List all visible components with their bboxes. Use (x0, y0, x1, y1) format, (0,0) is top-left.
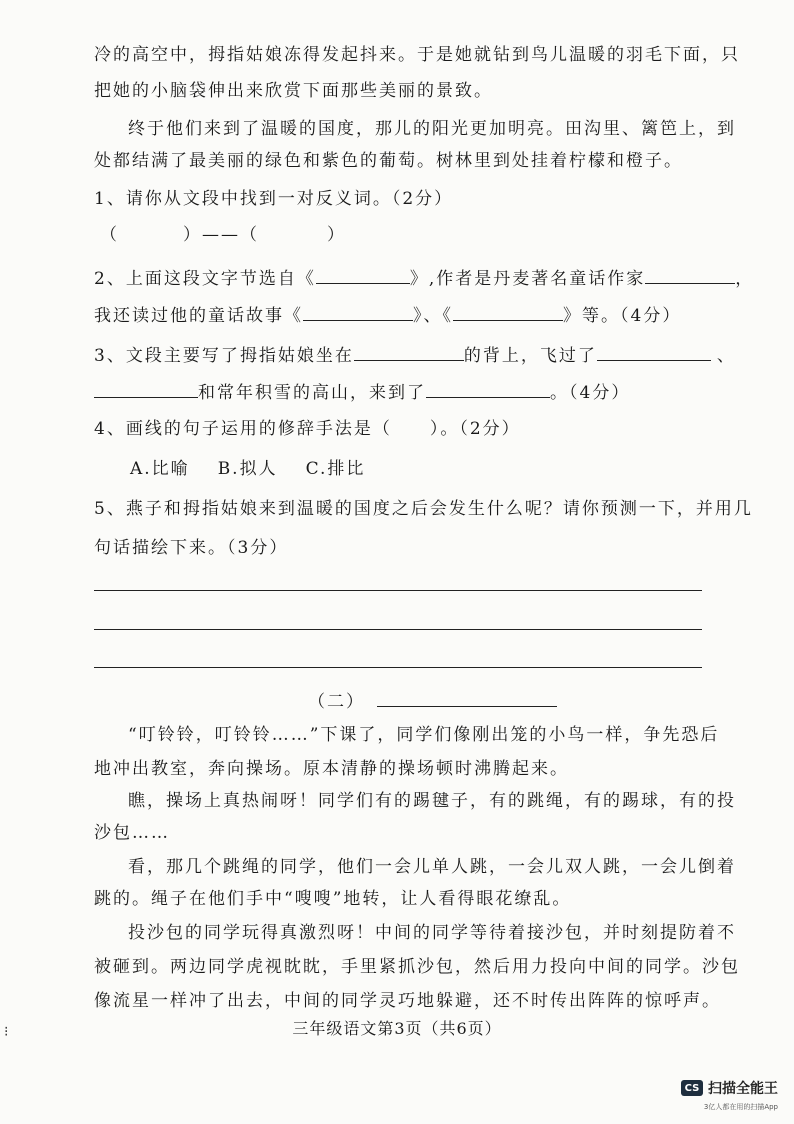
q3-text: 、 (716, 346, 736, 366)
passage1-line4: 处都结满了最美丽的绿色和紫色的葡萄。树林里到处挂着柠檬和橙子。 (94, 151, 683, 171)
passage2-p4b: 被砸到。两边同学虎视眈眈，手里紧抓沙包，然后用力投向中间的同学。沙包 (94, 957, 740, 977)
question-5-line1: 5、燕子和拇指姑娘来到温暖的国度之后会发生什么呢？请你预测一下，并用几 (94, 499, 753, 519)
passage2-p4c: 像流星一样冲了出去，中间的同学灵巧地躲避，还不时传出阵阵的惊呼声。 (94, 991, 721, 1011)
scanner-name: 扫描全能王 (708, 1081, 778, 1097)
q3-text: 。（4分） (550, 383, 631, 403)
q2-text: 》,作者是丹麦著名童话作家 (409, 269, 646, 289)
dash: —— (202, 225, 240, 245)
passage2-p3b: 跳的。绳子在他们手中“嗖嗖”地转，让人看得眼花缭乱。 (94, 889, 572, 909)
scanner-tagline: 3亿人都在用的扫描App (703, 1103, 778, 1111)
question-4: 4、画线的句子运用的修辞手法是（ ）。（2分） (94, 419, 521, 439)
answer-blank[interactable] (645, 265, 735, 284)
question-3-line1 (94, 342, 736, 367)
scanner-logo (681, 1078, 778, 1098)
margin-mark: ⁝ (4, 1024, 9, 1040)
answer-blank[interactable] (597, 342, 711, 361)
cs-logo-icon: CS (681, 1080, 703, 1096)
answer-line[interactable] (94, 667, 702, 668)
question-5-line2: 句话描绘下来。（3分） (94, 538, 289, 558)
page-footer: 三年级语文第3页（共6页） (292, 1019, 502, 1038)
passage2-p4a: 投沙包的同学玩得真激烈呀！中间的同学等待着接沙包，并时刻提防着不 (128, 923, 736, 943)
question-2-line1 (94, 265, 754, 290)
answer-blank[interactable] (426, 379, 550, 398)
question-1: 1、请你从文段中找到一对反义词。（2分） (94, 189, 454, 209)
q3-text: 和常年积雪的高山，来到了 (198, 383, 426, 403)
answer-line[interactable] (94, 590, 702, 591)
passage1-line2: 把她的小脑袋伸出来欣赏下面那些美丽的景致。 (94, 81, 493, 101)
answer-blank[interactable] (453, 302, 563, 321)
q2-text: 我还读过他的童话故事《 (94, 306, 303, 326)
option-c[interactable]: C.排比 (305, 459, 366, 479)
question-4-options (130, 458, 365, 480)
q3-text: 3、文段主要写了拇指姑娘坐在 (94, 346, 354, 366)
section-title-row (308, 688, 557, 713)
option-b[interactable]: B.拟人 (217, 459, 278, 479)
paren-close: ） (327, 225, 346, 245)
answer-blank[interactable] (303, 302, 413, 321)
passage1-line1: 冷的高空中，拇指姑娘冻得发起抖来。于是她就钻到鸟儿温暖的羽毛下面，只 (94, 45, 740, 65)
question-1-answer-row (100, 224, 346, 246)
answer-blank[interactable] (316, 265, 410, 284)
passage2-p1a: “叮铃铃，叮铃铃……”下课了，同学们像刚出笼的小鸟一样，争先恐后 (128, 725, 720, 745)
passage1-line3: 终于他们来到了温暖的国度，那儿的阳光更加明亮。田沟里、篱笆上，到 (128, 119, 736, 139)
q2-text: ， (735, 269, 755, 289)
passage2-p3a: 看，那几个跳绳的同学，他们一会儿单人跳，一会儿双人跳，一会儿倒着 (128, 857, 736, 877)
section-label: （二） (308, 692, 365, 712)
option-a[interactable]: A.比喻 (130, 459, 190, 479)
q2-text: 》、《 (413, 306, 453, 326)
passage2-p2a: 瞧，操场上真热闹呀！同学们有的踢毽子，有的跳绳，有的踢球，有的投 (128, 791, 736, 811)
answer-line[interactable] (94, 629, 702, 630)
passage2-p1b: 地冲出教室，奔向操场。原本清静的操场顿时沸腾起来。 (94, 759, 569, 779)
title-blank[interactable] (377, 688, 557, 707)
answer-blank[interactable] (354, 342, 464, 361)
q2-text: 》等。（4分） (563, 306, 682, 326)
paren-open: （ (240, 225, 259, 245)
paren-open: （ (100, 225, 119, 245)
question-2-line2 (94, 302, 681, 327)
passage2-p2b: 沙包…… (94, 823, 170, 843)
q2-text: 2、上面这段文字节选自《 (94, 269, 316, 289)
q3-text: 的背上，飞过了 (463, 346, 597, 366)
answer-blank[interactable] (94, 379, 198, 398)
question-3-line2 (94, 379, 630, 404)
paren-close: ） (183, 225, 202, 245)
